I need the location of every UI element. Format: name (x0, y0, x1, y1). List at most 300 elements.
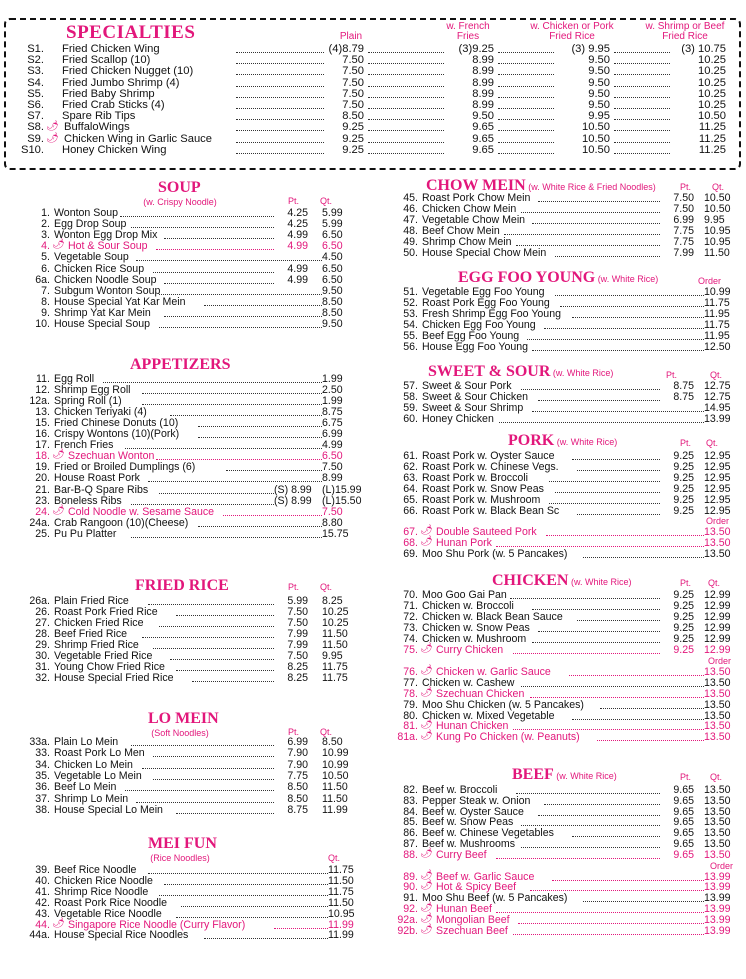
item-name: Fried Scallop (10) (62, 54, 151, 67)
chili-icon: 🌶 (420, 686, 433, 698)
price-chicken-pork-rice: 9.95 (554, 111, 610, 122)
leader-dots (368, 89, 454, 98)
chili-icon: 🌶 (420, 923, 433, 935)
item-name: Vegetable Egg Foo Young (422, 286, 545, 298)
item-number: 87. (403, 838, 418, 850)
leader-dots (552, 872, 704, 881)
item-name: Vegetable Rice Noodle (54, 907, 162, 920)
item-number: 32. (35, 672, 50, 685)
item-name: House Special Yat Kar Mein (54, 295, 186, 308)
leader-dots (204, 930, 328, 939)
item-number: 35. (35, 769, 50, 782)
item-name: Beef w. Garlic Sauce (436, 870, 535, 883)
leader-dots (583, 549, 704, 558)
item-code: S6. (27, 99, 44, 111)
leader-dots (549, 473, 660, 482)
section-title-pork (508, 433, 617, 450)
item-number: 36. (35, 781, 50, 794)
leader-dots (153, 771, 274, 780)
price-pint: 7.75 (673, 235, 694, 248)
price-pint: 7.99 (673, 246, 694, 259)
price-pint: 9.25 (673, 482, 694, 495)
item-name: Beef Fried Rice (54, 628, 128, 641)
item-name: Hot & Sour Soup (68, 240, 148, 253)
leader-dots (148, 596, 274, 605)
leader-dots (600, 700, 704, 709)
header-french-fries: w. French Fries (446, 21, 490, 42)
price-quart: 11.50 (322, 792, 348, 805)
item-name: Hunan Pork (436, 537, 492, 550)
item-name: Roast Pork Fried Rice (54, 606, 158, 619)
item-name: Moo Shu Pork (w. 5 Pancakes) (422, 548, 568, 561)
leader-dots (136, 252, 322, 261)
leader-dots (176, 662, 274, 671)
leader-dots (368, 78, 454, 87)
item-number: 33. (35, 747, 50, 760)
item-number: 10. (35, 318, 50, 330)
price-plain: 9.25 (324, 122, 364, 133)
leader-dots (368, 111, 454, 120)
item-number: 6a. (35, 273, 50, 286)
price-pint: 9.25 (673, 493, 694, 506)
menu-item (378, 623, 738, 634)
price-pint: 9.25 (673, 632, 694, 645)
item-name: Beef w. Chinese Vegetables (422, 827, 554, 840)
menu-item (0, 673, 350, 684)
item-name: Chicken w. Garlic Sauce (436, 665, 551, 678)
menu-item (378, 287, 738, 298)
leader-dots (368, 145, 454, 154)
section-subtitle: (w. White Rice & Fried Noodles) (525, 182, 656, 192)
leader-dots (555, 287, 704, 296)
menu-item (0, 208, 350, 219)
item-name: Vegetable Fried Rice (54, 650, 153, 663)
leader-dots (577, 462, 660, 471)
item-name: Shrimp Yat Kar Mein (54, 306, 151, 319)
menu-item (378, 215, 738, 226)
price-pint: 4.99 (287, 240, 308, 253)
item-number: 39. (35, 864, 50, 876)
menu-item (378, 248, 738, 259)
menu-item (0, 618, 350, 629)
price-quart: 13.99 (704, 913, 731, 926)
pt-header: Pt. (288, 196, 300, 206)
menu-item (378, 309, 738, 320)
leader-dots (521, 381, 660, 390)
price-pint: 9.25 (673, 504, 694, 517)
item-number: 40. (35, 874, 50, 887)
leader-dots (572, 309, 704, 318)
menu-item (0, 462, 350, 473)
leader-dots (516, 785, 660, 794)
item-number: 77. (403, 676, 418, 689)
price-fries: 8.99 (444, 66, 494, 77)
item-number: 80. (403, 709, 418, 722)
item-name: Vegetable Lo Mein (54, 769, 142, 782)
price-quart: 8.80 (322, 516, 343, 529)
item-name: House Roast Pork (54, 472, 140, 485)
price-quart: 10.50 (704, 192, 731, 204)
menu-item (0, 651, 350, 662)
item-number: 1. (41, 207, 50, 219)
menu-item (378, 785, 738, 796)
item-name: Vegetable Chow Mein (422, 213, 526, 226)
price-shrimp-beef-rice: 11.25 (670, 145, 726, 156)
leader-dots (159, 286, 322, 295)
chili-icon: 🌶 (46, 132, 59, 144)
leader-dots (368, 55, 454, 64)
item-number: 50. (403, 246, 418, 259)
leader-dots (156, 241, 274, 250)
chili-icon: 🌶 (52, 504, 65, 516)
item-name: Shrimp Chow Mein (422, 235, 512, 248)
item-name: Wonton Egg Drop Mix (54, 229, 158, 242)
leader-dots (159, 485, 274, 494)
leader-dots (538, 807, 660, 816)
menu-item (378, 484, 738, 495)
section-title-text: FRIED RICE (135, 577, 229, 594)
price-quart: 12.95 (704, 450, 731, 462)
leader-dots (538, 623, 660, 632)
item-number: 43. (35, 907, 50, 920)
price-quart: 10.99 (322, 758, 349, 771)
pt-header: Pt. (680, 772, 692, 782)
menu-item (378, 601, 738, 612)
menu-item (378, 664, 738, 678)
price-quart: 8.50 (322, 736, 343, 748)
price-quart: 11.50 (322, 781, 348, 794)
price-chicken-pork-rice: 9.50 (554, 78, 610, 89)
menu-item (0, 473, 350, 484)
item-name: Beef Chow Mein (422, 224, 500, 237)
price-quart: 12.75 (704, 390, 731, 403)
leader-dots (555, 248, 660, 257)
leader-dots (131, 737, 274, 746)
item-number: 76. (403, 665, 418, 678)
menu-item (378, 237, 738, 248)
item-number: 67. (403, 526, 418, 539)
qt-header: Qt. (712, 182, 725, 192)
qt-header: Qt. (710, 370, 723, 380)
item-number: 19. (35, 461, 50, 474)
leader-dots (368, 66, 454, 75)
menu-item (0, 241, 350, 252)
specialties-title: SPECIALTIES (66, 22, 196, 43)
menu-item (0, 385, 350, 396)
price-quart: 5.99 (322, 207, 343, 219)
item-name: Shrimp Fried Rice (54, 639, 139, 652)
price-pint: 7.50 (673, 202, 694, 215)
section-title-beef (512, 767, 617, 784)
chili-icon: 🌶 (420, 902, 433, 913)
menu-item (378, 506, 738, 517)
item-number: 28. (35, 628, 50, 641)
price-plain: 9.25 (324, 134, 364, 145)
item-number: 52. (403, 296, 418, 309)
price-pint: 9.25 (673, 643, 694, 656)
item-name: Beef Egg Foo Young (422, 329, 520, 342)
menu-item (378, 462, 738, 473)
price-quart: 6.50 (322, 262, 343, 275)
order-label: Order (710, 860, 734, 871)
item-name: Roast Pork w. Oyster Sauce (422, 450, 555, 462)
price-quart: 8.99 (322, 472, 343, 485)
item-name: Sweet & Sour Chicken (422, 390, 528, 403)
price-quart: 4.99 (322, 439, 343, 452)
menu-item (0, 418, 350, 429)
leader-dots (164, 876, 328, 885)
price-pint: 5.99 (287, 595, 308, 607)
item-number: 63. (403, 471, 418, 484)
menu-item (378, 403, 738, 414)
price-quart: 10.99 (704, 286, 731, 298)
leader-dots (120, 208, 274, 217)
leader-dots (510, 590, 660, 599)
leader-dots (546, 527, 704, 536)
leader-dots (513, 645, 660, 654)
menu-item (378, 549, 738, 560)
price-quart: 10.50 (704, 202, 731, 215)
item-number: 75. (403, 643, 418, 656)
price-pint: 9.65 (673, 848, 694, 861)
menu-item (378, 193, 738, 204)
item-number: 7. (41, 284, 50, 297)
leader-dots (131, 219, 274, 228)
item-name: Singapore Rice Noodle (Curry Flavor) (68, 918, 246, 931)
item-name: Roast Pork Lo Men (54, 747, 145, 760)
item-name: Fried Chinese Donuts (10) (54, 417, 179, 430)
price-pint: 6.99 (673, 213, 694, 226)
leader-dots (499, 414, 704, 423)
price-quart: (L)15.50 (322, 494, 362, 507)
price-quart: 13.50 (704, 794, 731, 807)
menu-item (0, 275, 350, 286)
price-shrimp-beef-rice: 10.25 (670, 89, 726, 100)
price-plain: 9.25 (324, 145, 364, 156)
menu-item (378, 298, 738, 309)
chili-icon: 🌶 (52, 449, 65, 461)
leader-dots (368, 134, 454, 143)
price-pint: 8.25 (287, 672, 308, 685)
menu-item (378, 732, 738, 743)
item-code: S9. (27, 132, 44, 145)
price-pint: 7.99 (287, 628, 308, 641)
item-name: Fried Jumbo Shrimp (4) (62, 76, 180, 89)
item-number: 89. (403, 870, 418, 883)
price-quart: 12.75 (704, 380, 731, 392)
item-number: 79. (403, 698, 418, 711)
leader-dots (513, 926, 704, 935)
section-title-text: LO MEIN (148, 710, 219, 727)
price-quart: 13.50 (704, 848, 731, 861)
item-code: S3. (27, 65, 44, 78)
leader-dots (236, 66, 336, 75)
price-quart: 6.50 (322, 240, 343, 253)
price-quart: 13.99 (704, 870, 731, 883)
leader-dots (518, 915, 704, 924)
item-code: S1. (27, 43, 44, 55)
price-quart: 6.50 (322, 229, 343, 242)
price-quart: 9.95 (704, 213, 725, 226)
leader-dots (504, 226, 660, 235)
price-fries: 8.99 (444, 55, 494, 66)
item-name: Chicken w. Cashew (422, 676, 515, 689)
price-quart: 14.95 (704, 401, 731, 414)
price-chicken-pork-rice: 9.50 (554, 55, 610, 66)
leader-dots (496, 904, 704, 913)
menu-item (378, 612, 738, 623)
price-fries: 9.65 (444, 145, 494, 156)
price-quart: 10.95 (704, 235, 731, 248)
item-number: 38. (35, 803, 50, 816)
item-code: S5. (27, 87, 44, 100)
item-name: House Special Soup (54, 318, 150, 330)
item-name: Roast Pork w. Mushroom (422, 493, 541, 506)
item-number: 37. (35, 792, 50, 805)
price-quart: 12.99 (704, 632, 731, 645)
price-quart: 11.50 (322, 628, 348, 641)
item-name: BuffaloWings (64, 121, 130, 134)
price-quart: 11.50 (704, 246, 730, 259)
item-number: 13. (35, 406, 50, 419)
leader-dots (136, 794, 274, 803)
item-code: S10. (20, 143, 44, 156)
item-name: Chicken Rice Soup (54, 262, 145, 275)
leader-dots (521, 678, 704, 687)
item-number: 2. (41, 218, 50, 231)
price-shrimp-beef-rice: (3) 10.75 (670, 44, 726, 55)
item-code: S8. (27, 121, 44, 134)
section-subtitle: (w. White Rice) (550, 368, 614, 378)
price-pint: 9.65 (673, 794, 694, 807)
item-number: 92a. (397, 913, 418, 926)
price-shrimp-beef-rice: 11.25 (670, 122, 726, 133)
price-pint: 9.65 (673, 784, 694, 796)
item-number: 18. (35, 450, 50, 463)
price-pint: 9.65 (673, 816, 694, 829)
price-quart: 11.75 (704, 318, 730, 331)
price-quart: 8.25 (322, 595, 343, 607)
leader-dots (131, 529, 322, 538)
price-quart: 13.50 (704, 827, 731, 840)
leader-dots (142, 629, 274, 638)
item-number: 74. (403, 632, 418, 645)
price-quart: 9.50 (322, 318, 343, 330)
item-name: Roast Pork Chow Mein (422, 192, 531, 204)
item-number: 70. (403, 589, 418, 601)
price-quart: 11.75 (328, 864, 354, 876)
menu-item (0, 864, 354, 876)
menu-item (378, 342, 738, 353)
item-number: 20. (35, 472, 50, 485)
item-number: 65. (403, 493, 418, 506)
item-number: 59. (403, 401, 418, 414)
qt-header: Qt. (320, 727, 333, 737)
price-chicken-pork-rice: (3) 9.95 (554, 44, 610, 55)
price-quart: 12.95 (704, 504, 731, 517)
leader-dots (181, 898, 328, 907)
leader-dots (583, 893, 704, 902)
price-fries: 9.50 (444, 111, 494, 122)
price-quart: 10.50 (322, 769, 349, 782)
item-number: 5. (41, 251, 50, 264)
menu-item (0, 319, 350, 330)
price-shrimp-beef-rice: 10.25 (670, 55, 726, 66)
price-quart: 13.50 (704, 784, 731, 796)
leader-dots (198, 518, 322, 527)
item-name: Beef Lo Mein (54, 781, 117, 794)
pt-header: Pt. (680, 182, 692, 192)
item-name: Beef w. Snow Peas (422, 816, 514, 829)
item-name: Double Sauteed Pork (436, 526, 537, 539)
leader-dots (125, 782, 274, 791)
menu-item (0, 518, 350, 529)
item-number: 6. (41, 262, 50, 275)
item-number: 29. (35, 639, 50, 652)
section-subtitle: (w. Crispy Noodle) (143, 197, 217, 207)
pt-header: Pt. (288, 582, 300, 592)
price-quart: 8.50 (322, 306, 343, 319)
item-number: 45. (403, 192, 418, 204)
price-quart: 6.50 (322, 450, 343, 463)
chili-icon: 🌶 (420, 880, 433, 892)
item-name: House Special Fried Rice (54, 672, 174, 685)
item-number: 25. (35, 527, 50, 540)
item-number: 44a. (29, 929, 50, 942)
leader-dots (560, 298, 704, 307)
price-quart: 11.75 (322, 661, 348, 674)
item-number: 27. (35, 617, 50, 630)
item-number: 58. (403, 390, 418, 403)
item-name: Roast Pork Rice Noodle (54, 896, 168, 909)
leader-dots (142, 385, 322, 394)
item-name: Chicken Teriyaki (4) (54, 406, 147, 419)
price-quart: (L)15.99 (322, 483, 362, 496)
item-name: Spare Rib Tips (62, 110, 136, 123)
menu-item (0, 885, 354, 898)
item-name: Hot & Spicy Beef (436, 881, 517, 894)
chili-icon: 🌶 (420, 664, 433, 676)
menu-item (378, 226, 738, 237)
leader-dots (148, 865, 328, 874)
item-name: Mongolian Beef (436, 913, 510, 926)
menu-item (0, 874, 354, 887)
item-name: Honey Chicken (422, 412, 494, 425)
price-quart: 13.99 (704, 412, 731, 425)
price-quart: 12.99 (704, 621, 731, 634)
item-number: 85. (403, 816, 418, 829)
item-name: House Special Rice Noodles (54, 929, 189, 942)
item-number: 3. (41, 229, 50, 242)
menu-item (0, 252, 350, 263)
qt-header: Qt. (320, 582, 333, 592)
menu-item (378, 473, 738, 484)
pt-header: Pt. (666, 370, 678, 380)
item-name: Boneless Ribs (54, 494, 122, 507)
menu-item (0, 308, 350, 319)
item-name: Moo Shu Beef (w. 5 Pancakes) (422, 892, 568, 905)
item-name: Shrimp Lo Mein (54, 792, 129, 805)
section-title-text: MEI FUN (148, 835, 217, 852)
item-name: Kung Po Chicken (w. Peanuts) (436, 731, 580, 744)
chili-icon: 🌶 (420, 642, 433, 654)
menu-item (378, 381, 738, 392)
chili-icon: 🌶 (52, 239, 65, 251)
price-pint: 9.25 (673, 599, 694, 612)
item-number: 90. (403, 881, 418, 894)
item-name: Hunan Chicken (436, 720, 509, 733)
price-pint: 7.75 (287, 769, 308, 782)
